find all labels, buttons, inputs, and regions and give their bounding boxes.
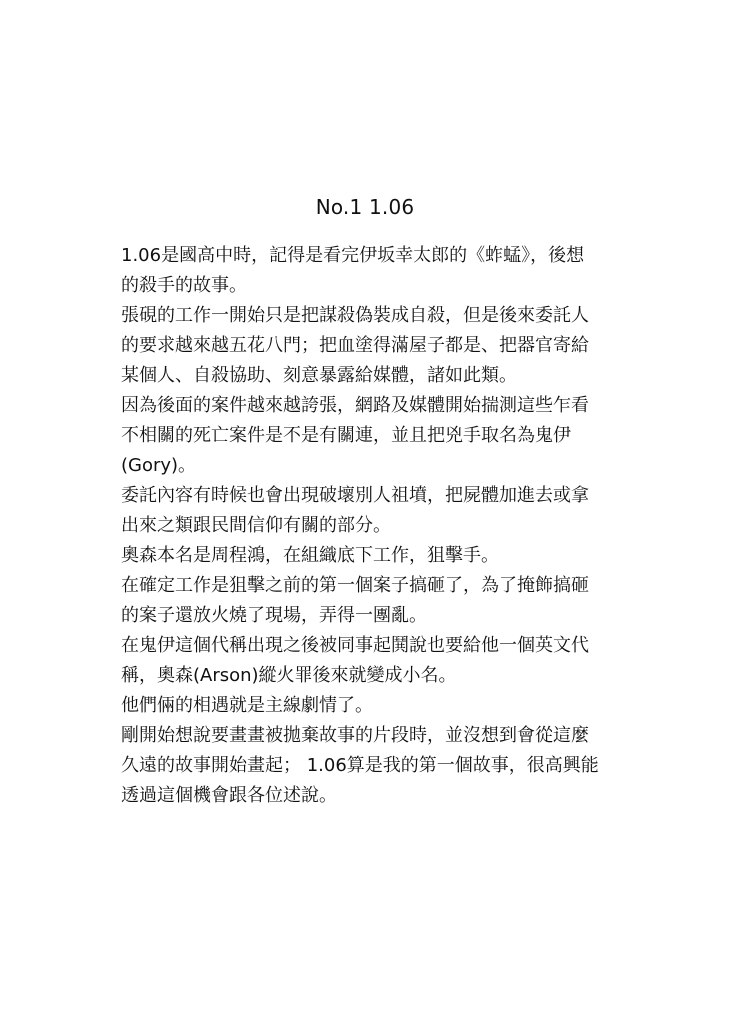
text-line: 出來之類跟民間信仰有關的部分。: [121, 515, 391, 536]
document-title: No.1 1.06: [315, 195, 415, 219]
text-line: (Gory)。: [121, 455, 197, 476]
text-line: 的要求越來越五花八門；把血塗得滿屋子都是、把器官寄給: [121, 335, 589, 356]
text-line: 久遠的故事開始畫起； 1.06算是我的第一個故事，很高興能: [121, 755, 599, 776]
text-line: 稱，奧森(Arson)縱火罪後來就變成小名。: [121, 665, 457, 686]
text-line: 1.06是國高中時，記得是看完伊坂幸太郎的《蚱蜢》，後想: [121, 245, 585, 266]
text-line: 剛開始想說要畫畫被拋棄故事的片段時，並沒想到會從這麼: [121, 725, 589, 746]
text-line: 委託內容有時候也會出現破壞別人祖墳，把屍體加進去或拿: [121, 485, 589, 506]
text-line: 在確定工作是狙擊之前的第一個案子搞砸了，為了掩飾搞砸: [121, 575, 589, 596]
text-line: 的案子還放火燒了現場，弄得一團亂。: [121, 605, 427, 626]
text-line: 因為後面的案件越來越誇張，網路及媒體開始揣測這些乍看: [121, 395, 589, 416]
text-line: 某個人、自殺協助、刻意暴露給媒體，諸如此類。: [121, 365, 517, 386]
text-line: 他們倆的相遇就是主線劇情了。: [121, 695, 373, 716]
text-line: 透過這個機會跟各位述說。: [121, 785, 337, 806]
text-line: 的殺手的故事。: [121, 275, 247, 296]
text-line: 奧森本名是周程鴻，在組織底下工作，狙擊手。: [121, 545, 499, 566]
document-body: [121, 241, 611, 811]
text-line: 在鬼伊這個代稱出現之後被同事起鬨說也要給他一個英文代: [121, 635, 589, 656]
text-line: 張硯的工作一開始只是把謀殺偽裝成自殺，但是後來委託人: [121, 305, 589, 326]
text-line: 不相關的死亡案件是不是有關連，並且把兇手取名為鬼伊: [121, 425, 571, 446]
